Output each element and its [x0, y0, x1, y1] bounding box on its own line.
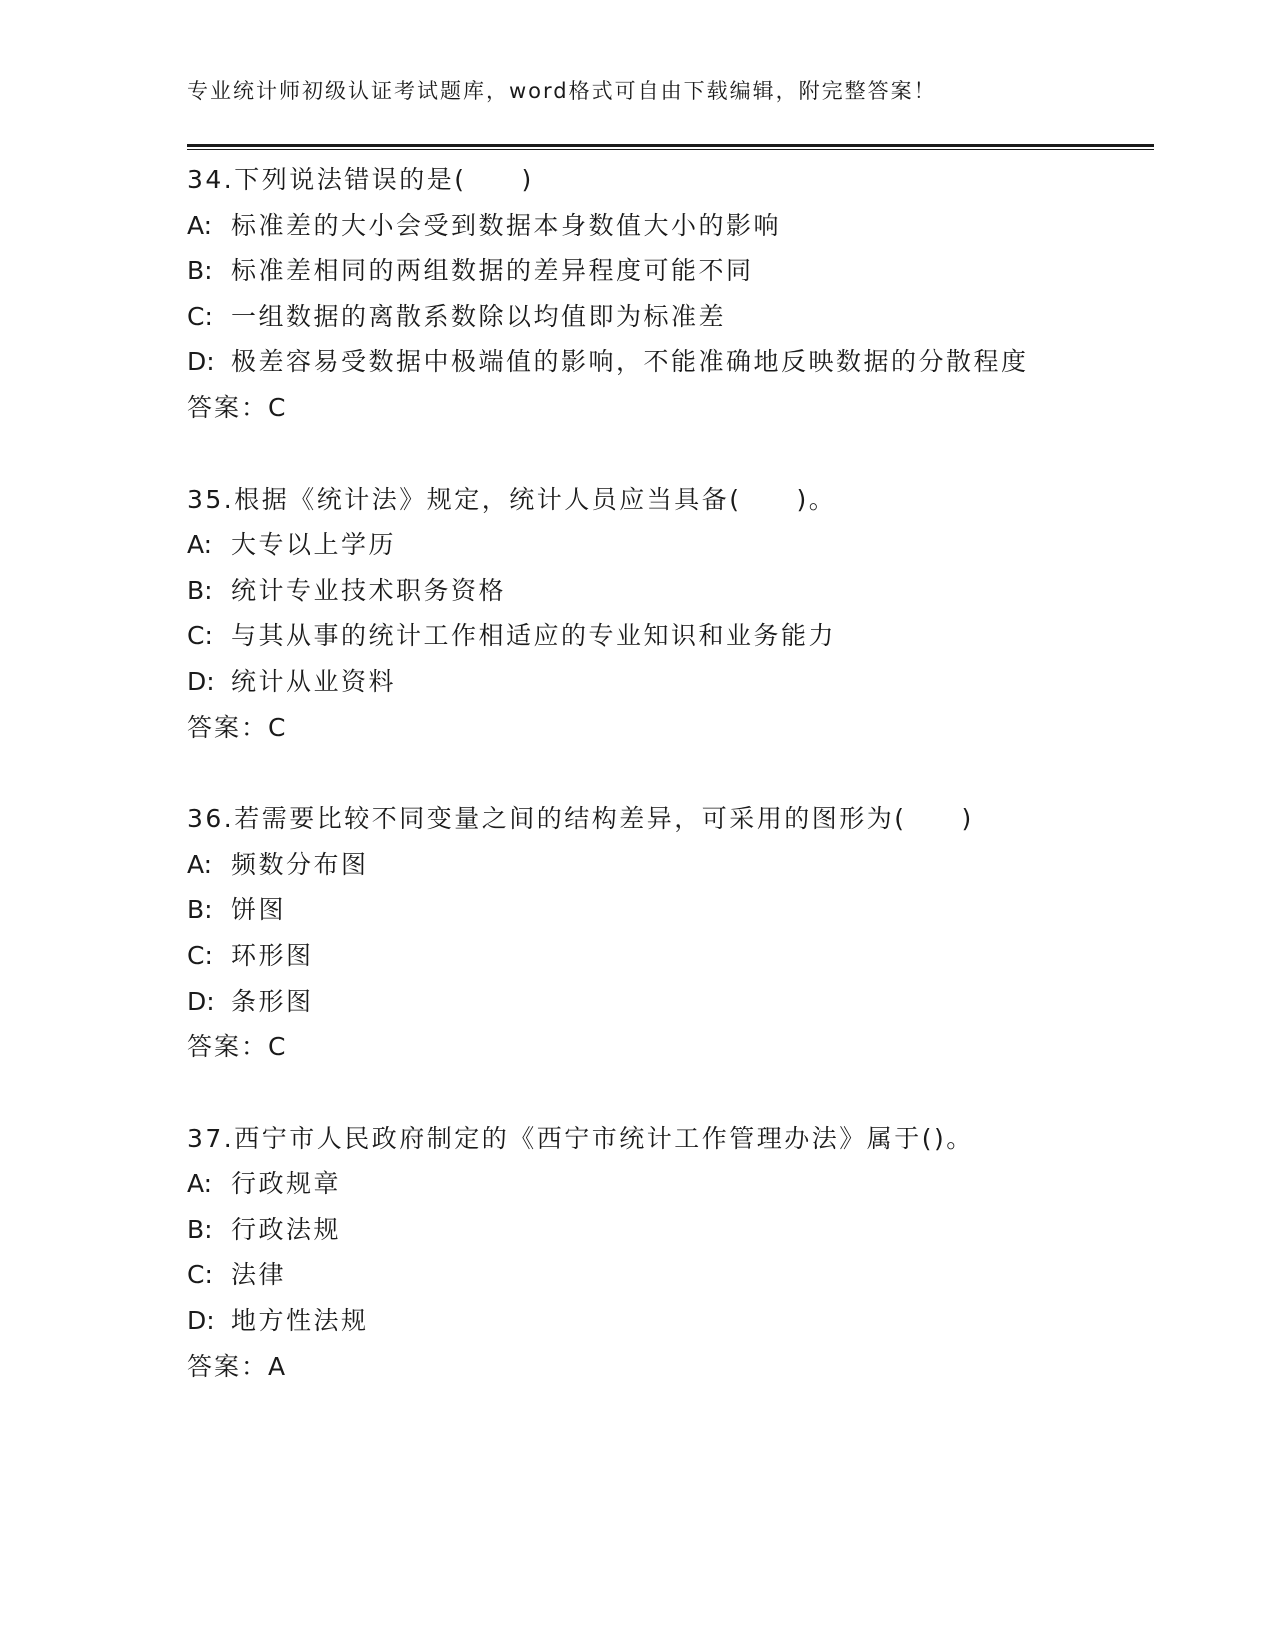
option-text: 极差容易受数据中极端值的影响，不能准确地反映数据的分散程度 — [231, 347, 1029, 377]
option-a — [187, 203, 1154, 249]
document-header: 专业统计师初级认证考试题库，word格式可自由下载编辑，附完整答案！ — [187, 79, 937, 103]
option-letter: D: — [187, 666, 215, 696]
option-text: 与其从事的统计工作相适应的专业知识和业务能力 — [231, 621, 837, 651]
option-d — [187, 1298, 1154, 1344]
answer-line: 答案：C — [187, 712, 288, 742]
option-letter: D: — [187, 1306, 215, 1336]
option-b — [187, 887, 1154, 933]
answer-line: 答案：C — [187, 392, 288, 422]
option-text: 频数分布图 — [231, 849, 369, 879]
question-37 — [187, 1116, 1154, 1390]
option-letter: B: — [187, 575, 213, 605]
option-text: 行政规章 — [231, 1169, 342, 1199]
option-text: 条形图 — [231, 986, 314, 1016]
option-b — [187, 1207, 1154, 1253]
question-list — [187, 157, 1154, 1435]
option-text: 地方性法规 — [231, 1306, 369, 1336]
option-letter: B: — [187, 895, 213, 925]
header-divider — [187, 144, 1154, 150]
answer-line: 答案：A — [187, 1351, 288, 1381]
option-text: 环形图 — [231, 940, 314, 970]
option-c — [187, 294, 1154, 340]
option-letter: B: — [187, 1214, 213, 1244]
option-text: 标准差的大小会受到数据本身数值大小的影响 — [231, 210, 782, 240]
option-letter: A: — [187, 1169, 213, 1199]
option-letter: C: — [187, 621, 213, 651]
option-c — [187, 1252, 1154, 1298]
option-letter: A: — [187, 849, 213, 879]
option-text: 大专以上学历 — [231, 530, 397, 560]
question-35 — [187, 477, 1154, 751]
option-letter: A: — [187, 530, 213, 560]
option-d — [187, 659, 1154, 705]
option-b — [187, 568, 1154, 614]
option-letter: C: — [187, 1260, 213, 1290]
question-stem: 37.西宁市人民政府制定的《西宁市统计工作管理办法》属于()。 — [187, 1123, 974, 1153]
option-text: 一组数据的离散系数除以均值即为标准差 — [231, 301, 727, 331]
option-b — [187, 248, 1154, 294]
option-letter: A: — [187, 210, 213, 240]
question-34 — [187, 157, 1154, 431]
option-text: 法律 — [231, 1260, 287, 1290]
option-d — [187, 979, 1154, 1025]
option-text: 统计专业技术职务资格 — [231, 575, 507, 605]
question-stem: 36.若需要比较不同变量之间的结构差异，可采用的图形为( ) — [187, 804, 974, 834]
option-d — [187, 339, 1154, 385]
option-letter: B: — [187, 256, 213, 286]
option-a — [187, 1161, 1154, 1207]
option-c — [187, 933, 1154, 979]
option-text: 标准差相同的两组数据的差异程度可能不同 — [231, 256, 754, 286]
question-stem: 34.下列说法错误的是( ) — [187, 165, 534, 194]
answer-line: 答案：C — [187, 1032, 288, 1062]
option-letter: C: — [187, 940, 213, 970]
option-c — [187, 613, 1154, 659]
question-36 — [187, 796, 1154, 1070]
option-text: 统计从业资料 — [231, 666, 397, 696]
question-stem: 35.根据《统计法》规定，统计人员应当具备( )。 — [187, 484, 837, 514]
option-letter: D: — [187, 347, 215, 377]
option-text: 行政法规 — [231, 1214, 342, 1244]
option-text: 饼图 — [231, 895, 287, 925]
option-letter: C: — [187, 301, 213, 331]
option-letter: D: — [187, 986, 215, 1016]
option-a — [187, 522, 1154, 568]
option-a — [187, 842, 1154, 888]
